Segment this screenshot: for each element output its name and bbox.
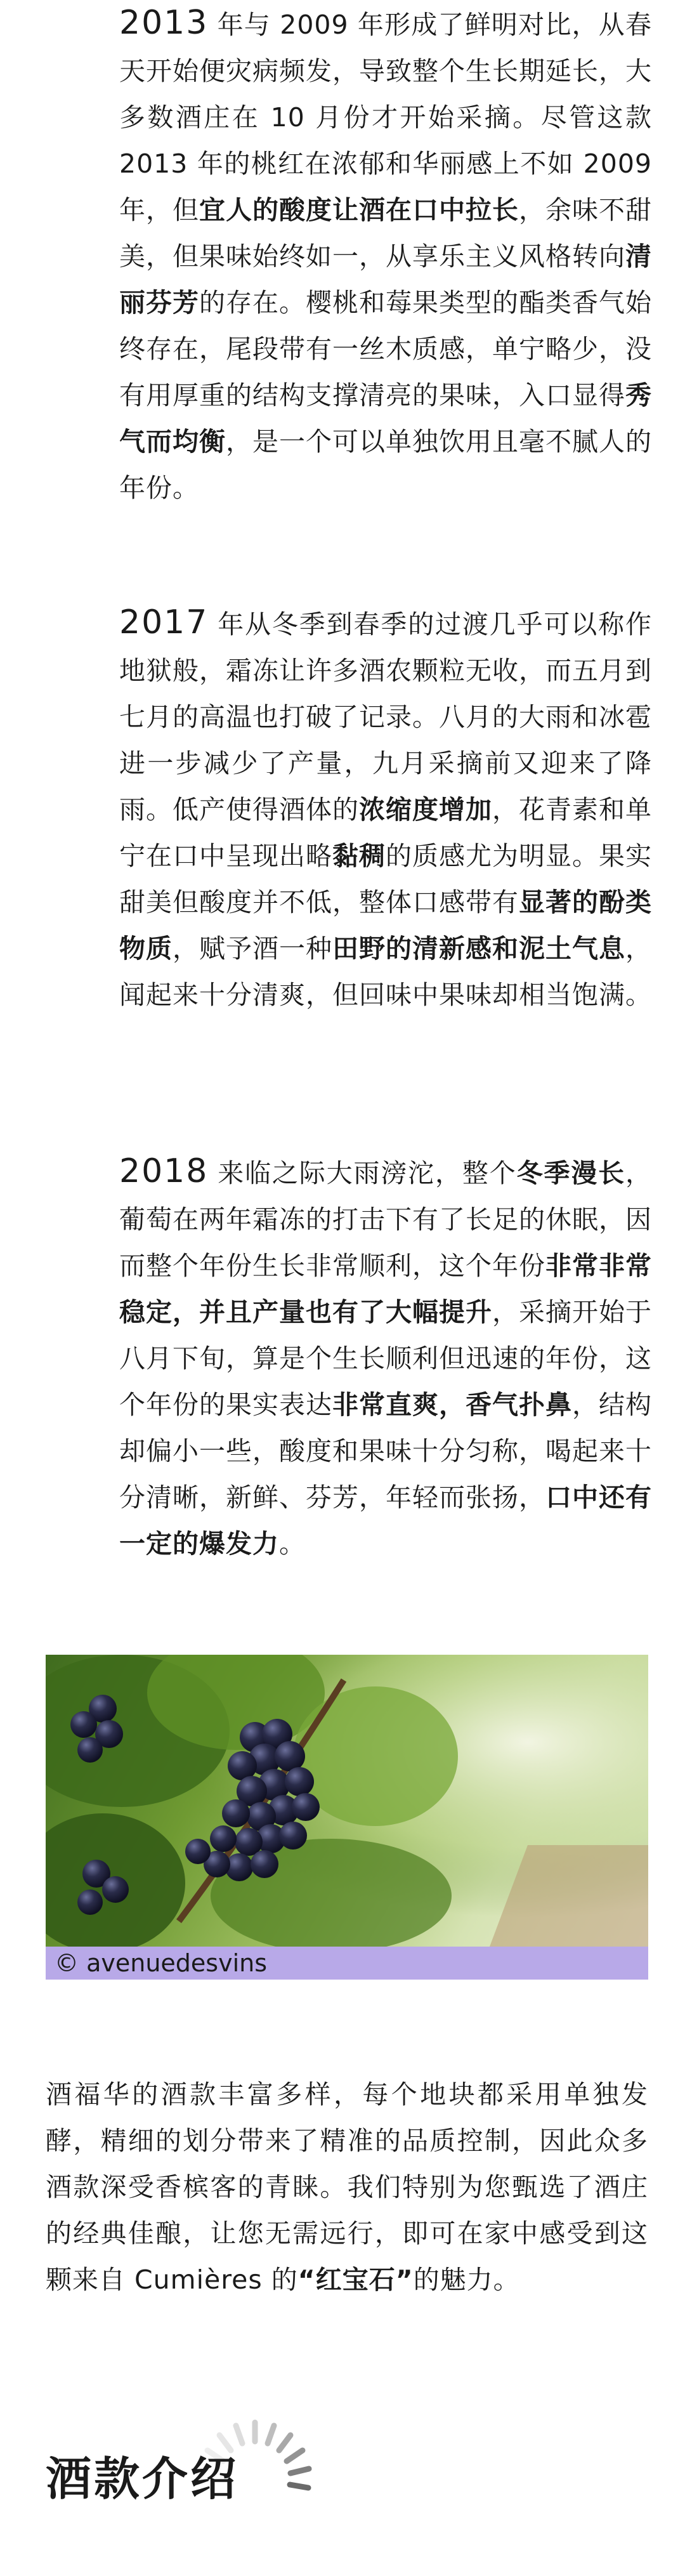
text-segment: ，是一个可以单独饮用且毫不腻人的年份。 [119, 426, 652, 503]
emphasis-text: 秀气而均衡 [119, 380, 652, 457]
text-segment: ，赋予酒一种 [173, 933, 332, 964]
emphasis-text: 非常非常稳定，并且产量也有了大幅提升 [119, 1251, 652, 1327]
text-segment: ，闻起来十分清爽，但回味中果味却相当饱满。 [119, 933, 652, 1010]
emphasis-text: 宜人的酸度让酒在口中拉长 [199, 195, 519, 225]
text-segment: 的质感尤为明显。果实甜美但酸度并不低，整体口感带有 [119, 841, 652, 917]
emphasis-text: 清丽芬芳 [119, 241, 652, 318]
text-segment: ，葡萄在两年霜冻的打击下有了长足的休眠，因而整个年份生长非常顺利，这个年份 [119, 1158, 652, 1281]
emphasis-text: 浓缩度增加 [359, 794, 492, 825]
emphasis-text: “红宝石” [297, 2264, 414, 2295]
emphasis-text: 口中还有一定的爆发力 [119, 1482, 652, 1559]
vintage-2013-paragraph [119, 0, 652, 511]
emphasis-text: 冬季漫长 [516, 1158, 625, 1188]
text-segment: ，余味不甜美，但果味始终如一，从享乐主义风格转向 [119, 195, 652, 272]
text-segment: 年从冬季到春季的过渡几乎可以称作地狱般，霜冻让许多酒农颗粒无收，而五月到七月的高温也打破了记录。八月的大雨和冰雹进一步减少了产量，九月采摘前又迎来了降雨。低产使得酒体的 [119, 609, 652, 825]
vintage-2017-paragraph [119, 600, 652, 1018]
section-title: 酒款介绍 [46, 2452, 239, 2506]
grape-vine-photo [46, 1655, 648, 1947]
intro-paragraph [46, 2072, 648, 2303]
text-segment: ，结构却偏小一些，酸度和果味十分匀称，喝起来十分清晰，新鲜、芬芳，年轻而张扬， [119, 1390, 652, 1513]
text-segment: 来临之际大雨滂沱，整个 [208, 1158, 517, 1188]
emphasis-text: 显著的酚类物质 [119, 887, 652, 964]
text-segment: 年与 2009 年形成了鲜明对比，从春天开始便灾病频发，导致整个生长期延长，大多数酒庄在 10 月份才开始采摘。尽管这款 2013 年的桃红在浓郁和华丽感上不如 2009 年，但 [119, 10, 652, 225]
text-segment: ，花青素和单宁在口中呈现出略 [119, 794, 652, 871]
vintage-2018-paragraph [119, 1148, 652, 1567]
text-segment: 。 [279, 1528, 306, 1559]
vintage-year: 2017 [119, 603, 209, 641]
text-segment: 酒福华的酒款丰富多样，每个地块都采用单独发酵，精细的划分带来了精准的品质控制，因此众多酒款深受香槟客的青睐。我们特别为您甄选了酒庄的经典佳酿，让您无需远行，即可在家中感受到这颗来自 Cumières 的 [46, 2079, 648, 2295]
emphasis-text: 非常直爽，香气扑鼻 [332, 1390, 572, 1420]
text-segment: 的魅力。 [413, 2264, 520, 2295]
emphasis-text: 黏稠 [332, 841, 386, 871]
grape-cluster-illustration [46, 1655, 648, 1947]
text-segment: ，采摘开始于八月下旬，算是个生长顺利但迅速的年份，这个年份的果实表达 [119, 1297, 652, 1420]
vintage-year: 2018 [119, 1152, 209, 1190]
vintage-year: 2013 [119, 4, 209, 42]
text-segment: 的存在。樱桃和莓果类型的酯类香气始终存在，尾段带有一丝木质感，单宁略少，没有用厚重的结构支撑清亮的果味，入口显得 [119, 287, 652, 411]
emphasis-text: 田野的清新感和泥土气息 [332, 933, 625, 964]
photo-credit-caption: © avenuedesvins [46, 1947, 648, 1980]
